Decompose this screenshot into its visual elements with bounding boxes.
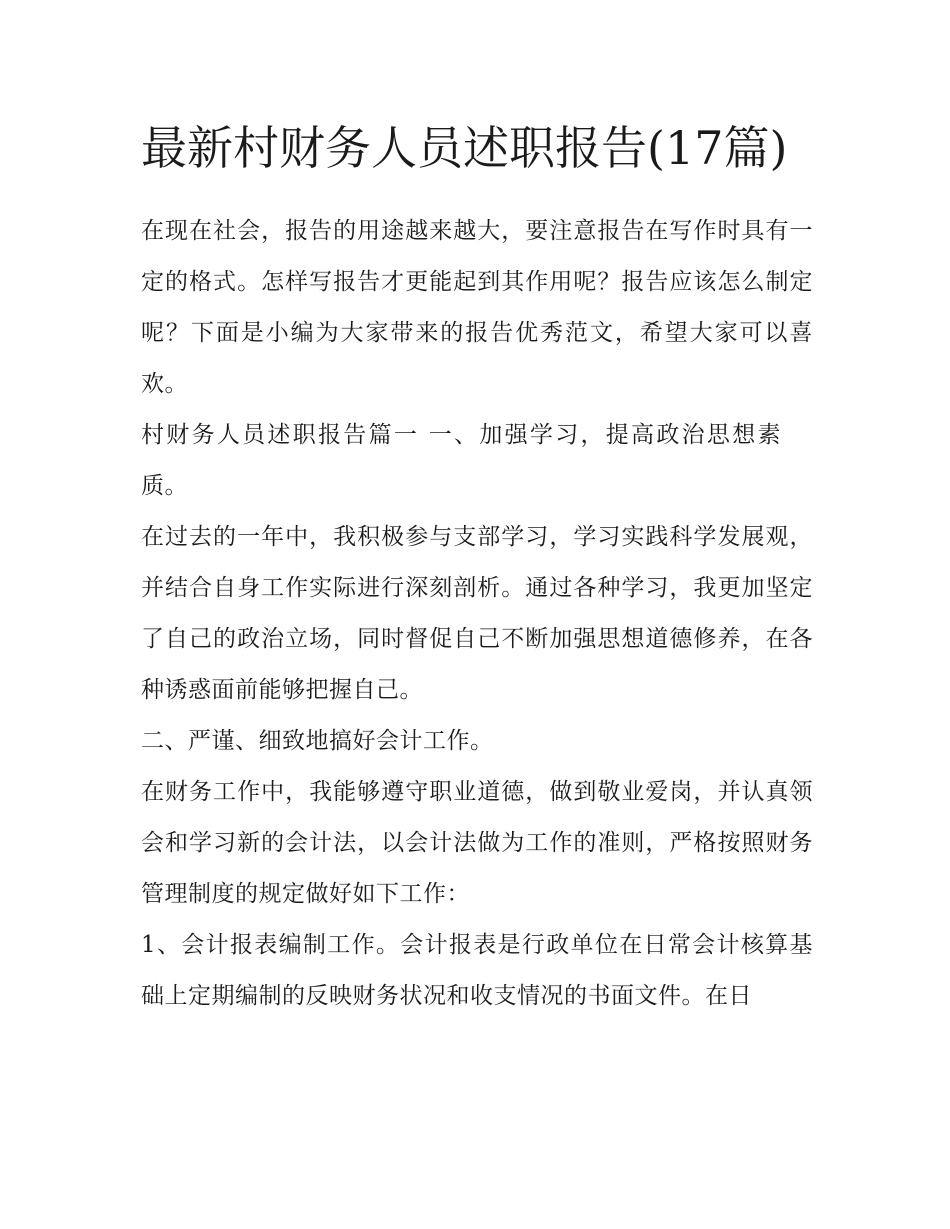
document-body: [141, 108, 813, 1022]
section-two-paragraph: 在财务工作中，我能够遵守职业道德，做到敬业爱岗，并认真领会和学习新的会计法，以会计法做为工作的准则，严格按照财务管理制度的规定做好如下工作：: [141, 779, 813, 907]
item-one-paragraph: 1、会计报表编制工作。会计报表是行政单位在日常会计核算基础上定期编制的反映财务状况和收支情况的书面文件。在日: [141, 932, 813, 1009]
section-one-heading: 村财务人员述职报告篇一 一、加强学习，提高政治思想素质。: [141, 422, 781, 499]
section-two-heading: 二、严谨、细致地搞好会计工作。: [141, 728, 494, 754]
intro-paragraph: 在现在社会，报告的用途越来越大，要注意报告在写作时具有一定的格式。怎样写报告才更能起到其作用呢？报告应该怎么制定呢？下面是小编为大家带来的报告优秀范文，希望大家可以喜欢。: [141, 218, 813, 397]
document-title: 最新村财务人员述职报告(17篇): [141, 121, 788, 175]
section-one-paragraph: 在过去的一年中，我积极参与支部学习，学习实践科学发展观，并结合自身工作实际进行深刻剖析。通过各种学习，我更加坚定了自己的政治立场，同时督促自己不断加强思想道德修养，在各种诱惑面前能够把握自己。: [141, 524, 813, 703]
